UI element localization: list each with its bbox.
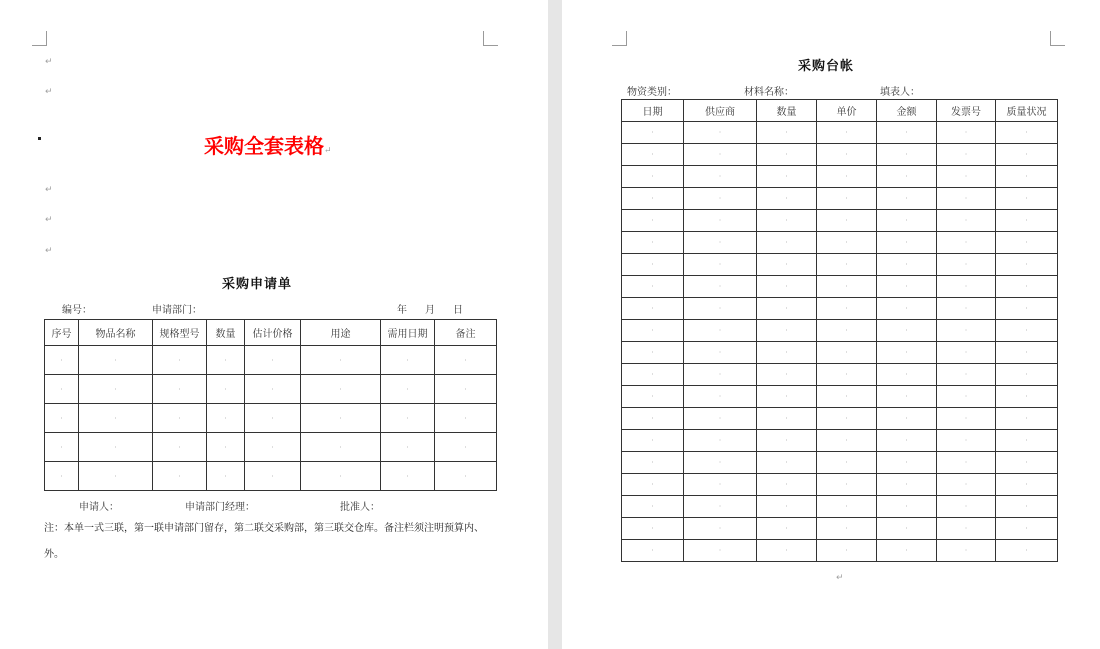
- ledger-table: [621, 99, 1058, 562]
- ledger-table-row: [622, 122, 1058, 144]
- margin-corner-top-right: [1050, 31, 1065, 46]
- request-table-cell[interactable]: ·: [153, 346, 207, 375]
- ledger-table-cell[interactable]: ·: [622, 188, 684, 210]
- request-table-cell[interactable]: ·: [45, 375, 79, 404]
- request-table-cell[interactable]: ·: [301, 462, 381, 491]
- ledger-table-cell[interactable]: ·: [622, 430, 684, 452]
- request-table-cell[interactable]: ·: [45, 346, 79, 375]
- ledger-table-cell[interactable]: ·: [757, 496, 817, 518]
- ledger-table-cell[interactable]: ·: [622, 144, 684, 166]
- ledger-table-cell[interactable]: ·: [937, 232, 996, 254]
- ledger-col-header: 供应商: [684, 100, 757, 122]
- ledger-table-cell[interactable]: ·: [817, 518, 877, 540]
- ledger-table-cell[interactable]: ·: [622, 254, 684, 276]
- paragraph-mark: ↵: [45, 57, 53, 67]
- ledger-table-row: [622, 320, 1058, 342]
- ledger-table-cell[interactable]: ·: [817, 232, 877, 254]
- request-table-cell[interactable]: ·: [301, 375, 381, 404]
- request-table-cell[interactable]: ·: [45, 462, 79, 491]
- ledger-table-cell[interactable]: ·: [817, 386, 877, 408]
- ledger-table-cell[interactable]: ·: [757, 474, 817, 496]
- ledger-table-cell[interactable]: ·: [757, 320, 817, 342]
- ledger-table-cell[interactable]: ·: [757, 540, 817, 562]
- request-col-header: 估计价格: [245, 320, 301, 346]
- ledger-table-cell[interactable]: ·: [684, 122, 757, 144]
- request-note: 注：本单一式三联，第一联申请部门留存，第二联交采购部，第三联交仓库。备注栏须注明预算内、外。: [44, 523, 484, 560]
- ledger-table-cell[interactable]: ·: [622, 496, 684, 518]
- ledger-table-cell[interactable]: ·: [684, 276, 757, 298]
- ledger-table-cell[interactable]: ·: [817, 474, 877, 496]
- request-table-row: [45, 346, 497, 375]
- ledger-table-cell[interactable]: ·: [996, 518, 1058, 540]
- ledger-table-cell[interactable]: ·: [877, 540, 937, 562]
- ledger-table-cell[interactable]: ·: [877, 166, 937, 188]
- ledger-table-cell[interactable]: ·: [622, 342, 684, 364]
- ledger-table-cell[interactable]: ·: [996, 166, 1058, 188]
- ledger-table-row: [622, 540, 1058, 562]
- ledger-table-cell[interactable]: ·: [817, 496, 877, 518]
- request-table-cell[interactable]: ·: [207, 346, 245, 375]
- ledger-col-header: 发票号: [937, 100, 996, 122]
- ledger-table-cell[interactable]: ·: [684, 188, 757, 210]
- request-table-cell[interactable]: ·: [79, 462, 153, 491]
- ledger-table-cell[interactable]: ·: [817, 540, 877, 562]
- ledger-table-cell[interactable]: ·: [684, 518, 757, 540]
- request-table-cell[interactable]: ·: [153, 462, 207, 491]
- request-table-cell[interactable]: ·: [381, 346, 435, 375]
- request-col-header: 需用日期: [381, 320, 435, 346]
- margin-corner-top-left: [612, 31, 627, 46]
- request-table-cell[interactable]: ·: [207, 433, 245, 462]
- request-table-cell[interactable]: ·: [301, 433, 381, 462]
- ledger-table-row: [622, 166, 1058, 188]
- ledger-table-row: [622, 210, 1058, 232]
- ledger-table-cell[interactable]: ·: [937, 386, 996, 408]
- ledger-table-cell[interactable]: ·: [622, 540, 684, 562]
- dept-label: 申请部门：: [152, 305, 202, 316]
- ledger-table-cell[interactable]: ·: [996, 254, 1058, 276]
- ledger-table-cell[interactable]: ·: [877, 188, 937, 210]
- date-month: 月: [425, 305, 435, 316]
- ledger-table-cell[interactable]: ·: [817, 188, 877, 210]
- ledger-table-cell[interactable]: ·: [996, 474, 1058, 496]
- ledger-table-cell[interactable]: ·: [877, 474, 937, 496]
- ledger-table-cell[interactable]: ·: [757, 232, 817, 254]
- ledger-table-cell[interactable]: ·: [684, 386, 757, 408]
- ledger-table-cell[interactable]: ·: [877, 276, 937, 298]
- ledger-table-cell[interactable]: ·: [622, 452, 684, 474]
- ledger-table-cell[interactable]: ·: [996, 320, 1058, 342]
- ledger-table-cell[interactable]: ·: [937, 144, 996, 166]
- category-label: 物资类别：: [627, 87, 677, 98]
- manager-label: 申请部门经理：: [185, 502, 255, 513]
- request-form-table: [44, 319, 497, 491]
- date-year: 年: [397, 305, 407, 316]
- ledger-table-cell[interactable]: ·: [817, 166, 877, 188]
- request-table-cell[interactable]: ·: [435, 433, 497, 462]
- ledger-table-cell[interactable]: ·: [757, 254, 817, 276]
- ledger-table-cell[interactable]: ·: [996, 540, 1058, 562]
- ledger-table-cell[interactable]: ·: [684, 474, 757, 496]
- margin-corner-top-left: [32, 31, 47, 46]
- ledger-table-cell[interactable]: ·: [877, 364, 937, 386]
- ledger-table-cell[interactable]: ·: [937, 122, 996, 144]
- ledger-table-cell[interactable]: ·: [817, 364, 877, 386]
- request-col-header: 用途: [301, 320, 381, 346]
- request-table-cell[interactable]: ·: [245, 462, 301, 491]
- ledger-table-cell[interactable]: ·: [937, 452, 996, 474]
- ledger-table-cell[interactable]: ·: [622, 210, 684, 232]
- ledger-table-cell[interactable]: ·: [684, 452, 757, 474]
- ledger-table-cell[interactable]: ·: [684, 342, 757, 364]
- ledger-table-cell[interactable]: ·: [877, 518, 937, 540]
- ledger-table-cell[interactable]: ·: [877, 122, 937, 144]
- request-table-cell[interactable]: ·: [207, 375, 245, 404]
- approver-label: 批准人：: [340, 502, 380, 513]
- ledger-table-cell[interactable]: ·: [684, 496, 757, 518]
- ledger-table-row: [622, 452, 1058, 474]
- request-col-header: 备注: [435, 320, 497, 346]
- material-label: 材料名称：: [744, 87, 794, 98]
- ledger-table-cell[interactable]: ·: [757, 452, 817, 474]
- request-table-cell[interactable]: ·: [301, 346, 381, 375]
- ledger-table-cell[interactable]: ·: [684, 166, 757, 188]
- ledger-table-cell[interactable]: ·: [937, 518, 996, 540]
- bullet-mark: [38, 137, 41, 140]
- ledger-table-cell[interactable]: ·: [817, 320, 877, 342]
- ledger-table-cell[interactable]: ·: [877, 144, 937, 166]
- ledger-table-cell[interactable]: ·: [684, 254, 757, 276]
- ledger-table-row: [622, 408, 1058, 430]
- request-table-cell[interactable]: ·: [381, 404, 435, 433]
- ledger-table-cell[interactable]: ·: [996, 298, 1058, 320]
- ledger-table-cell[interactable]: ·: [622, 122, 684, 144]
- request-col-header: 数量: [207, 320, 245, 346]
- request-col-header: 规格型号: [153, 320, 207, 346]
- ledger-table-cell[interactable]: ·: [877, 342, 937, 364]
- ledger-table-cell[interactable]: ·: [996, 232, 1058, 254]
- paragraph-mark: ↵: [45, 215, 53, 225]
- ledger-table-cell[interactable]: ·: [877, 386, 937, 408]
- ledger-table-cell[interactable]: ·: [996, 342, 1058, 364]
- ledger-table-cell[interactable]: ·: [757, 518, 817, 540]
- request-table-cell[interactable]: ·: [435, 404, 497, 433]
- paragraph-mark: ↵: [836, 573, 844, 583]
- ledger-table-cell[interactable]: ·: [757, 122, 817, 144]
- ledger-table-cell[interactable]: ·: [622, 386, 684, 408]
- ledger-table-row: [622, 188, 1058, 210]
- ledger-table-cell[interactable]: ·: [684, 408, 757, 430]
- request-table-cell[interactable]: ·: [381, 462, 435, 491]
- ledger-table-cell[interactable]: ·: [817, 276, 877, 298]
- ledger-table-cell[interactable]: ·: [996, 188, 1058, 210]
- request-table-cell[interactable]: ·: [153, 404, 207, 433]
- request-table-cell[interactable]: ·: [301, 404, 381, 433]
- request-table-cell[interactable]: ·: [153, 375, 207, 404]
- ledger-table-cell[interactable]: ·: [996, 386, 1058, 408]
- ledger-table-cell[interactable]: ·: [757, 408, 817, 430]
- ledger-table-cell[interactable]: ·: [817, 452, 877, 474]
- ledger-table-cell[interactable]: ·: [996, 364, 1058, 386]
- ledger-table-cell[interactable]: ·: [877, 408, 937, 430]
- ledger-table-row: [622, 496, 1058, 518]
- ledger-table-cell[interactable]: ·: [877, 298, 937, 320]
- request-col-header: 物品名称: [79, 320, 153, 346]
- ledger-table-cell[interactable]: ·: [684, 232, 757, 254]
- ledger-table-cell[interactable]: ·: [622, 276, 684, 298]
- ledger-table-cell[interactable]: ·: [757, 166, 817, 188]
- page-gutter: [548, 0, 562, 649]
- ledger-table-cell[interactable]: ·: [622, 166, 684, 188]
- request-table-cell[interactable]: ·: [79, 375, 153, 404]
- ledger-table-cell[interactable]: ·: [996, 408, 1058, 430]
- ledger-table-cell[interactable]: ·: [684, 320, 757, 342]
- paragraph-mark: ↵: [45, 87, 53, 97]
- ledger-table-cell[interactable]: ·: [817, 298, 877, 320]
- ledger-table-cell[interactable]: ·: [877, 254, 937, 276]
- ledger-table-cell[interactable]: ·: [937, 496, 996, 518]
- ledger-table-cell[interactable]: ·: [937, 166, 996, 188]
- request-table-row: [45, 375, 497, 404]
- request-col-header: 序号: [45, 320, 79, 346]
- ledger-table-cell[interactable]: ·: [877, 452, 937, 474]
- ledger-table-cell[interactable]: ·: [996, 144, 1058, 166]
- date-day: 日: [453, 305, 463, 316]
- ledger-col-header: 单价: [817, 100, 877, 122]
- ledger-col-header: 质量状况: [996, 100, 1058, 122]
- ledger-table-cell[interactable]: ·: [757, 298, 817, 320]
- ledger-table-cell[interactable]: ·: [877, 232, 937, 254]
- ledger-table-cell[interactable]: ·: [937, 188, 996, 210]
- ledger-table-cell[interactable]: ·: [937, 320, 996, 342]
- ledger-title: 采购台帐: [798, 59, 855, 74]
- ledger-table-cell[interactable]: ·: [757, 144, 817, 166]
- page-left: [0, 0, 548, 649]
- ledger-table-cell[interactable]: ·: [937, 408, 996, 430]
- request-table-cell[interactable]: ·: [245, 433, 301, 462]
- request-table-cell[interactable]: ·: [45, 404, 79, 433]
- ledger-table-cell[interactable]: ·: [757, 188, 817, 210]
- ledger-table-cell[interactable]: ·: [937, 342, 996, 364]
- ledger-table-cell[interactable]: ·: [817, 210, 877, 232]
- request-table-cell[interactable]: ·: [435, 346, 497, 375]
- main-title: 采购全套表格↵: [204, 134, 332, 158]
- ledger-table-row: [622, 298, 1058, 320]
- ledger-table-cell[interactable]: ·: [622, 320, 684, 342]
- ledger-table-cell[interactable]: ·: [684, 298, 757, 320]
- ledger-table-cell[interactable]: ·: [684, 210, 757, 232]
- ledger-table-cell[interactable]: ·: [937, 540, 996, 562]
- ledger-table-cell[interactable]: ·: [817, 144, 877, 166]
- ledger-table-cell[interactable]: ·: [996, 122, 1058, 144]
- ledger-table-cell[interactable]: ·: [877, 210, 937, 232]
- ledger-table-cell[interactable]: ·: [937, 298, 996, 320]
- ledger-table-cell[interactable]: ·: [996, 210, 1058, 232]
- ledger-col-header: 日期: [622, 100, 684, 122]
- ledger-table-row: [622, 474, 1058, 496]
- applicant-label: 申请人：: [79, 502, 119, 513]
- ledger-table-cell[interactable]: ·: [996, 430, 1058, 452]
- request-table-cell[interactable]: ·: [435, 462, 497, 491]
- request-table-cell[interactable]: ·: [381, 375, 435, 404]
- request-table-cell[interactable]: ·: [435, 375, 497, 404]
- ledger-table-cell[interactable]: ·: [817, 122, 877, 144]
- request-table-cell[interactable]: ·: [79, 404, 153, 433]
- ledger-table-cell[interactable]: ·: [937, 210, 996, 232]
- request-table-cell[interactable]: ·: [79, 433, 153, 462]
- ledger-table-cell[interactable]: ·: [996, 496, 1058, 518]
- ledger-table-cell[interactable]: ·: [996, 276, 1058, 298]
- ledger-table-cell[interactable]: ·: [817, 254, 877, 276]
- ledger-table-cell[interactable]: ·: [757, 342, 817, 364]
- ledger-table-row: [622, 364, 1058, 386]
- ledger-table-cell[interactable]: ·: [937, 430, 996, 452]
- ledger-table-cell[interactable]: ·: [996, 452, 1058, 474]
- page-right: [562, 0, 1100, 649]
- request-table-cell[interactable]: ·: [245, 375, 301, 404]
- ledger-table-cell[interactable]: ·: [937, 276, 996, 298]
- ledger-table-cell[interactable]: ·: [622, 474, 684, 496]
- request-table-cell[interactable]: ·: [207, 404, 245, 433]
- ledger-table-row: [622, 342, 1058, 364]
- ledger-table-cell[interactable]: ·: [817, 430, 877, 452]
- ledger-col-header: 数量: [757, 100, 817, 122]
- request-table-cell[interactable]: ·: [153, 433, 207, 462]
- request-table-cell[interactable]: ·: [207, 462, 245, 491]
- ledger-table-row: [622, 430, 1058, 452]
- request-form-title: 采购申请单: [222, 277, 293, 292]
- margin-corner-top-right: [483, 31, 498, 46]
- ledger-table-row: [622, 232, 1058, 254]
- ledger-table-cell[interactable]: ·: [877, 430, 937, 452]
- ledger-table-cell[interactable]: ·: [622, 408, 684, 430]
- ledger-table-cell[interactable]: ·: [622, 518, 684, 540]
- request-table-cell[interactable]: ·: [79, 346, 153, 375]
- ledger-table-cell[interactable]: ·: [937, 254, 996, 276]
- filler-label: 填表人：: [880, 87, 920, 98]
- ledger-table-cell[interactable]: ·: [937, 364, 996, 386]
- ledger-table-cell[interactable]: ·: [937, 474, 996, 496]
- paragraph-mark: ↵: [45, 246, 53, 256]
- request-table-cell[interactable]: ·: [245, 404, 301, 433]
- request-table-cell[interactable]: ·: [245, 346, 301, 375]
- ledger-table-cell[interactable]: ·: [757, 276, 817, 298]
- ledger-table-cell[interactable]: ·: [684, 540, 757, 562]
- ledger-table-cell[interactable]: ·: [877, 496, 937, 518]
- ledger-table-cell[interactable]: ·: [817, 408, 877, 430]
- number-label: 编号：: [62, 305, 92, 316]
- ledger-table-cell[interactable]: ·: [817, 342, 877, 364]
- ledger-table-row: [622, 276, 1058, 298]
- ledger-table-row: [622, 254, 1058, 276]
- ledger-table-cell[interactable]: ·: [757, 210, 817, 232]
- request-table-row: [45, 404, 497, 433]
- ledger-table-cell[interactable]: ·: [622, 364, 684, 386]
- ledger-table-cell[interactable]: ·: [877, 320, 937, 342]
- request-table-cell[interactable]: ·: [45, 433, 79, 462]
- ledger-table-row: [622, 144, 1058, 166]
- ledger-table-cell[interactable]: ·: [757, 430, 817, 452]
- ledger-table-cell[interactable]: ·: [757, 386, 817, 408]
- paragraph-mark: ↵: [45, 185, 53, 195]
- request-table-row: [45, 462, 497, 491]
- request-table-row: [45, 433, 497, 462]
- request-table-cell[interactable]: ·: [381, 433, 435, 462]
- ledger-table-cell[interactable]: ·: [684, 144, 757, 166]
- ledger-table-row: [622, 518, 1058, 540]
- ledger-col-header: 金额: [877, 100, 937, 122]
- ledger-table-row: [622, 386, 1058, 408]
- ledger-table-cell[interactable]: ·: [757, 364, 817, 386]
- ledger-table-cell[interactable]: ·: [622, 232, 684, 254]
- ledger-table-cell[interactable]: ·: [622, 298, 684, 320]
- ledger-table-cell[interactable]: ·: [684, 430, 757, 452]
- ledger-table-cell[interactable]: ·: [684, 364, 757, 386]
